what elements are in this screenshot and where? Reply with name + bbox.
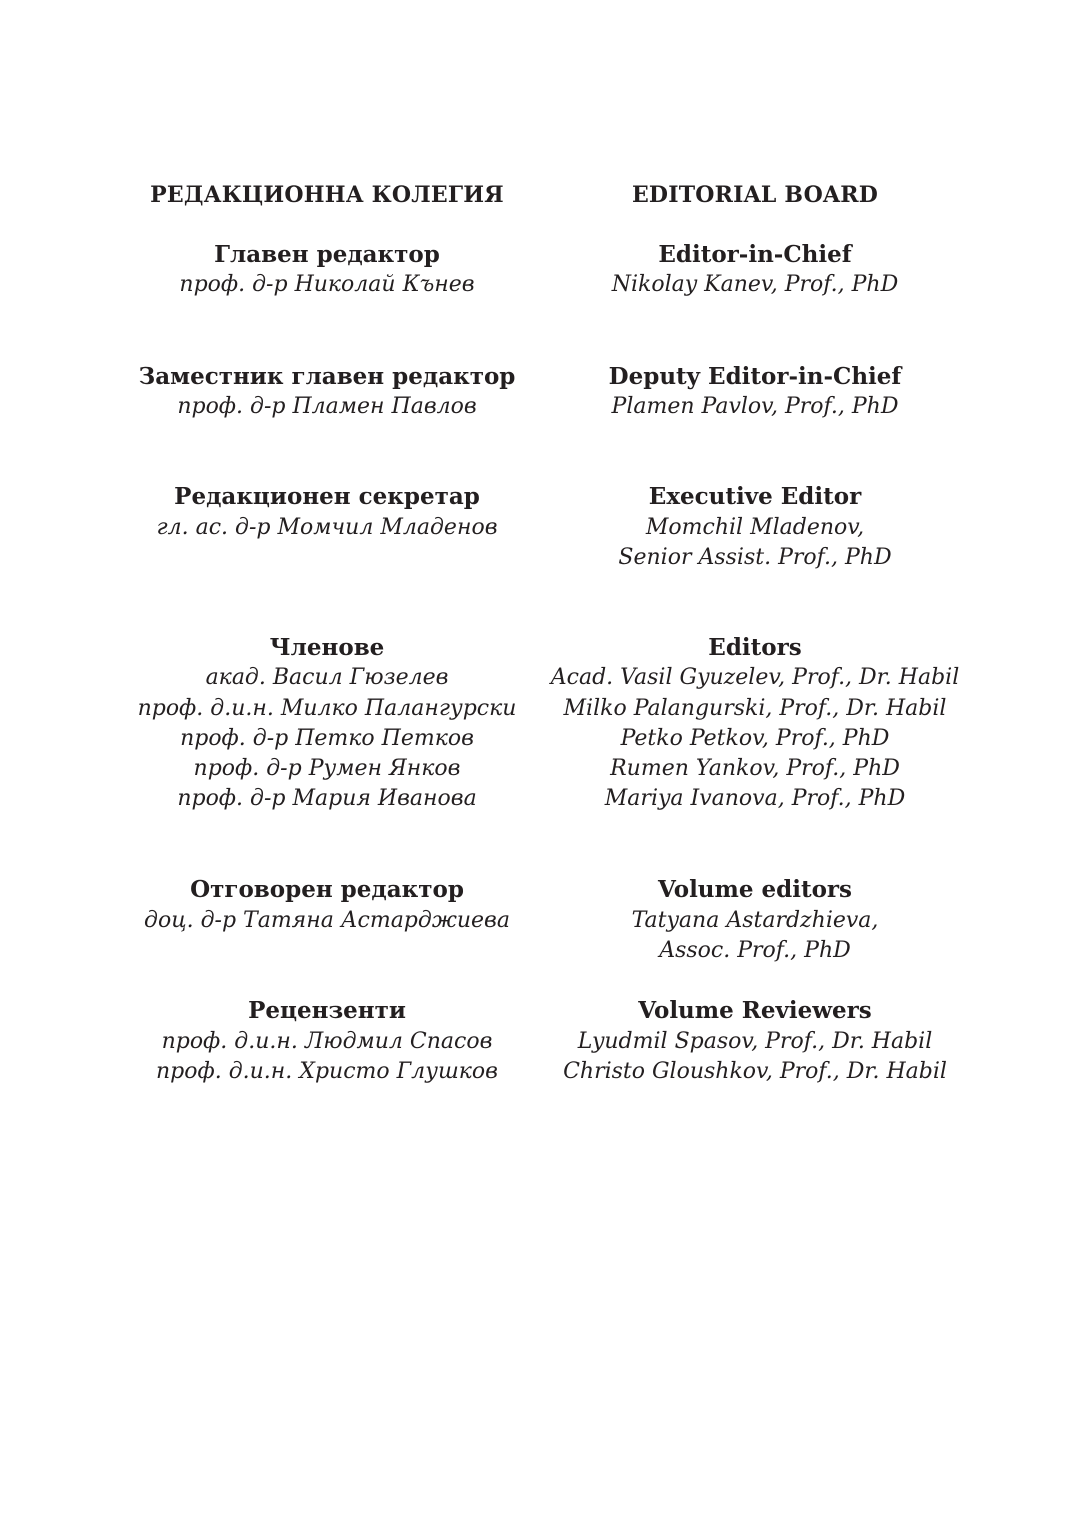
member-name: проф. д.и.н. Христо Глушков xyxy=(156,1059,498,1084)
member-name: Senior Assist. Prof., PhD xyxy=(618,545,892,570)
member-name: Lyudmil Spasov, Prof., Dr. Habil xyxy=(577,1029,933,1054)
member-name: гл. ас. д-р Момчил Младенов xyxy=(156,515,498,540)
section-heading: Отговорен редактор xyxy=(190,876,464,903)
board-title: РЕДАКЦИОННА КОЛЕГИЯ xyxy=(150,182,504,208)
section-heading: Редакционен секретар xyxy=(174,483,480,510)
member-name: Mariya Ivanova, Prof., PhD xyxy=(604,786,906,811)
member-name: Tatyana Astardzhieva, xyxy=(631,908,879,933)
member-name: Plamen Pavlov, Prof., PhD xyxy=(611,394,899,419)
section-heading: Заместник главен редактор xyxy=(138,363,516,390)
section-heading: Volume Reviewers xyxy=(638,997,872,1024)
member-name: проф. д-р Пламен Павлов xyxy=(177,394,477,419)
member-name: проф. д-р Николай Кънев xyxy=(179,272,475,297)
member-name: Nikolay Kanev, Prof., PhD xyxy=(611,272,899,297)
section-heading: Executive Editor xyxy=(648,483,862,510)
section-heading: Volume editors xyxy=(658,876,852,903)
section-heading: Editor-in-Chief xyxy=(658,241,852,268)
member-name: Milko Palangurski, Prof., Dr. Habil xyxy=(563,696,947,721)
member-name: акад. Васил Гюзелев xyxy=(205,665,449,690)
member-name: доц. д-р Татяна Астарджиева xyxy=(144,908,510,933)
member-name: проф. д-р Петко Петков xyxy=(180,726,474,751)
member-name: проф. д.и.н. Милко Палангурски xyxy=(137,696,517,721)
member-name: проф. д.и.н. Людмил Спасов xyxy=(161,1029,493,1054)
member-name: проф. д-р Румен Янков xyxy=(193,756,461,781)
member-name: Acad. Vasil Gyuzelev, Prof., Dr. Habil xyxy=(550,665,960,690)
member-name: Rumen Yankov, Prof., PhD xyxy=(610,756,900,781)
section-heading: Рецензенти xyxy=(248,997,406,1024)
member-name: Momchil Mladenov, xyxy=(645,515,865,540)
member-name: Assoc. Prof., PhD xyxy=(659,938,851,963)
section-heading: Deputy Editor-in-Chief xyxy=(608,363,902,390)
section-heading: Членове xyxy=(269,634,385,661)
member-name: проф. д-р Мария Иванова xyxy=(177,786,477,811)
section-heading: Editors xyxy=(708,634,802,661)
member-name: Christo Gloushkov, Prof., Dr. Habil xyxy=(563,1059,947,1084)
section-heading: Главен редактор xyxy=(214,241,440,268)
board-title: EDITORIAL BOARD xyxy=(631,182,879,208)
member-name: Petko Petkov, Prof., PhD xyxy=(620,726,890,751)
